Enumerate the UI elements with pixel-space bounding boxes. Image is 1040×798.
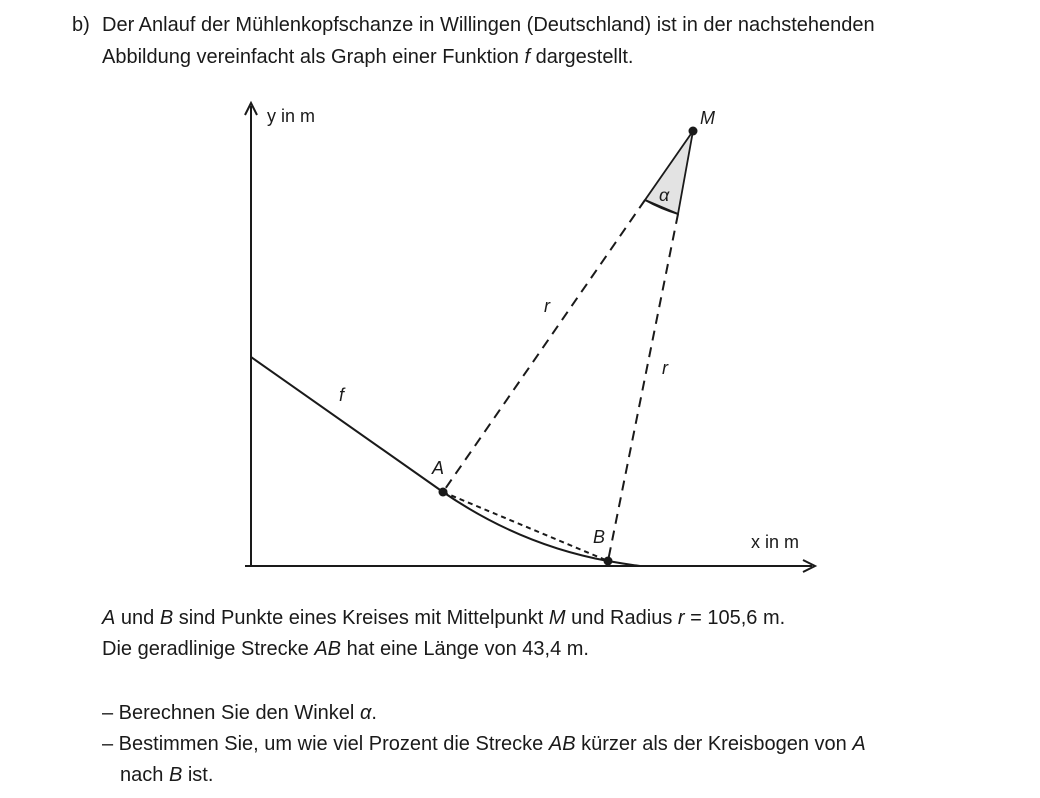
question-2-line-1: – Bestimmen Sie, um wie viel Prozent die Strecke AB kürzer als der Kreisbogen von A <box>102 733 866 755</box>
point-A-label: A <box>432 458 445 478</box>
point-A-dot <box>439 488 448 497</box>
intro-line-1: Der Anlauf der Mühlenkopfschanze in Willingen (Deutschland) ist in der nachstehenden <box>102 14 875 36</box>
task-label: b) <box>72 14 90 36</box>
curve-label-f: f <box>339 385 345 405</box>
point-B-dot <box>604 557 613 566</box>
intro-line-2: Abbildung vereinfacht als Graph einer Funktion f dargestellt. <box>102 46 634 68</box>
given-line-2: Die geradlinige Strecke AB hat eine Länge von 43,4 m. <box>102 638 589 660</box>
x-axis-label: x in m <box>751 532 800 552</box>
angle-label-alpha: α <box>659 185 670 205</box>
point-M-label: M <box>700 108 715 128</box>
given-line-1: A und B sind Punkte eines Kreises mit Mittelpunkt M und Radius r = 105,6 m. <box>102 607 786 629</box>
function-name-f: f <box>524 46 531 68</box>
question-2-line-2: nach B ist. <box>120 764 214 786</box>
graph-f <box>251 357 640 566</box>
radius-MA <box>443 200 645 492</box>
point-M-dot <box>689 127 698 136</box>
radius-label-1: r <box>544 296 550 316</box>
y-axis-label: y in m <box>267 106 316 126</box>
question-1: – Berechnen Sie den Winkel α. <box>102 702 377 724</box>
radius-MB <box>608 214 678 561</box>
chord-AB <box>443 492 608 561</box>
point-B-label: B <box>593 527 606 547</box>
radius-label-2: r <box>662 358 668 378</box>
